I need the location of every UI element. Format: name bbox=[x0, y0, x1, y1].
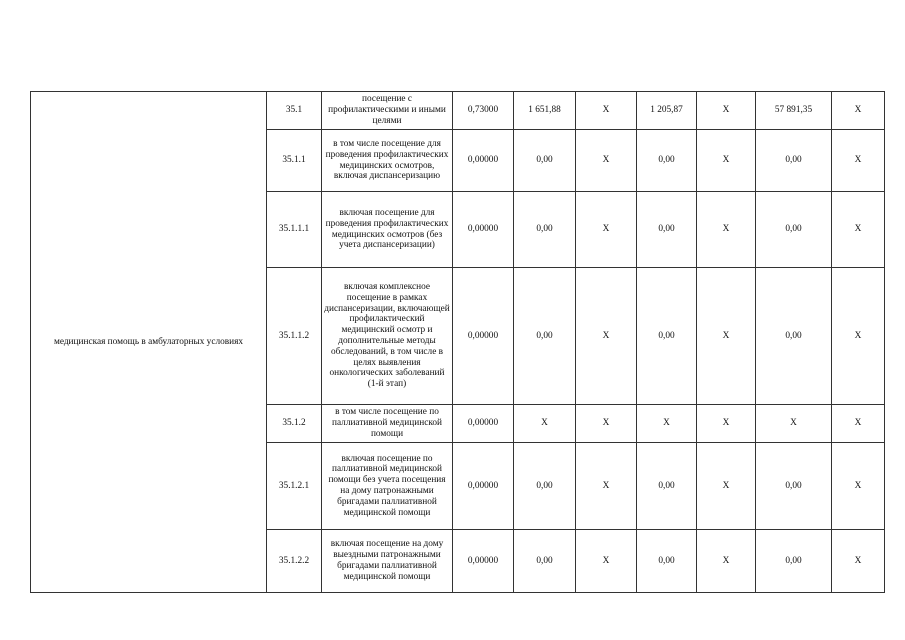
value-cell: 0,00 bbox=[637, 443, 697, 530]
value-cell: 0,00 bbox=[514, 530, 576, 593]
value-cell: Х bbox=[832, 268, 885, 405]
value-cell: Х bbox=[832, 92, 885, 130]
value-cell: 1 651,88 bbox=[514, 92, 576, 130]
row-code: 35.1.2.2 bbox=[267, 530, 322, 593]
value-cell: 0,00 bbox=[637, 130, 697, 192]
value-cell: 0,00 bbox=[756, 130, 832, 192]
value-cell: 0,00 bbox=[637, 192, 697, 268]
value-cell: Х bbox=[697, 268, 756, 405]
value-cell: Х bbox=[697, 405, 756, 443]
value-cell: 0,00000 bbox=[453, 130, 514, 192]
value-cell: 0,00000 bbox=[453, 405, 514, 443]
value-cell: 0,00 bbox=[756, 192, 832, 268]
value-cell: 0,00 bbox=[756, 530, 832, 593]
value-cell: 0,00 bbox=[637, 268, 697, 405]
table-body bbox=[31, 92, 885, 593]
row-description: включая посещение по паллиативной медицинской помощи без учета посещения на дому патронажными бригадами паллиативной медицинской помощи bbox=[322, 443, 453, 530]
value-cell: 0,00 bbox=[514, 192, 576, 268]
table-row bbox=[31, 92, 885, 130]
row-description: в том числе посещение для проведения профилактических медицинских осмотров, включая диспансеризацию bbox=[322, 130, 453, 192]
value-cell: Х bbox=[832, 530, 885, 593]
value-cell: Х bbox=[576, 192, 637, 268]
value-cell: 0,00 bbox=[756, 268, 832, 405]
row-code: 35.1 bbox=[267, 92, 322, 130]
row-description: включая посещение на дому выездными патронажными бригадами паллиативной медицинской помощи bbox=[322, 530, 453, 593]
value-cell: Х bbox=[697, 92, 756, 130]
row-code: 35.1.1 bbox=[267, 130, 322, 192]
value-cell: Х bbox=[832, 192, 885, 268]
category-cell: медицинская помощь в амбулаторных условиях bbox=[31, 92, 267, 593]
value-cell: 0,00000 bbox=[453, 268, 514, 405]
value-cell: 0,00 bbox=[514, 268, 576, 405]
value-cell: Х bbox=[514, 405, 576, 443]
value-cell: 1 205,87 bbox=[637, 92, 697, 130]
value-cell: 0,00 bbox=[756, 443, 832, 530]
row-code: 35.1.2.1 bbox=[267, 443, 322, 530]
value-cell: Х bbox=[697, 130, 756, 192]
value-cell: 0,00000 bbox=[453, 192, 514, 268]
value-cell: 0,00000 bbox=[453, 443, 514, 530]
row-description: включая посещение для проведения профилактических медицинских осмотров (без учета диспансеризации) bbox=[322, 192, 453, 268]
row-description: включая комплексное посещение в рамках диспансеризации, включающей профилактический медицинский осмотр и дополнительные методы обследований, в том числе в целях выявления онкологических заболеваний (1-й этап) bbox=[322, 268, 453, 405]
value-cell: Х bbox=[832, 130, 885, 192]
value-cell: Х bbox=[756, 405, 832, 443]
value-cell: Х bbox=[697, 192, 756, 268]
value-cell: 0,00000 bbox=[453, 530, 514, 593]
value-cell: 0,00 bbox=[514, 443, 576, 530]
value-cell: Х bbox=[697, 443, 756, 530]
value-cell: Х bbox=[576, 92, 637, 130]
row-code: 35.1.1.1 bbox=[267, 192, 322, 268]
value-cell: Х bbox=[576, 443, 637, 530]
value-cell: Х bbox=[576, 130, 637, 192]
value-cell: Х bbox=[576, 530, 637, 593]
value-cell: 57 891,35 bbox=[756, 92, 832, 130]
value-cell: Х bbox=[576, 405, 637, 443]
value-cell: Х bbox=[832, 405, 885, 443]
value-cell: 0,73000 bbox=[453, 92, 514, 130]
value-cell: 0,00 bbox=[514, 130, 576, 192]
row-description: посещение с профилактическими и иными целями bbox=[322, 92, 453, 130]
value-cell: Х bbox=[832, 443, 885, 530]
medical-care-table bbox=[30, 91, 885, 593]
value-cell: Х bbox=[576, 268, 637, 405]
row-code: 35.1.2 bbox=[267, 405, 322, 443]
value-cell: Х bbox=[697, 530, 756, 593]
row-code: 35.1.1.2 bbox=[267, 268, 322, 405]
value-cell: Х bbox=[637, 405, 697, 443]
value-cell: 0,00 bbox=[637, 530, 697, 593]
row-description: в том числе посещение по паллиативной медицинской помощи bbox=[322, 405, 453, 443]
